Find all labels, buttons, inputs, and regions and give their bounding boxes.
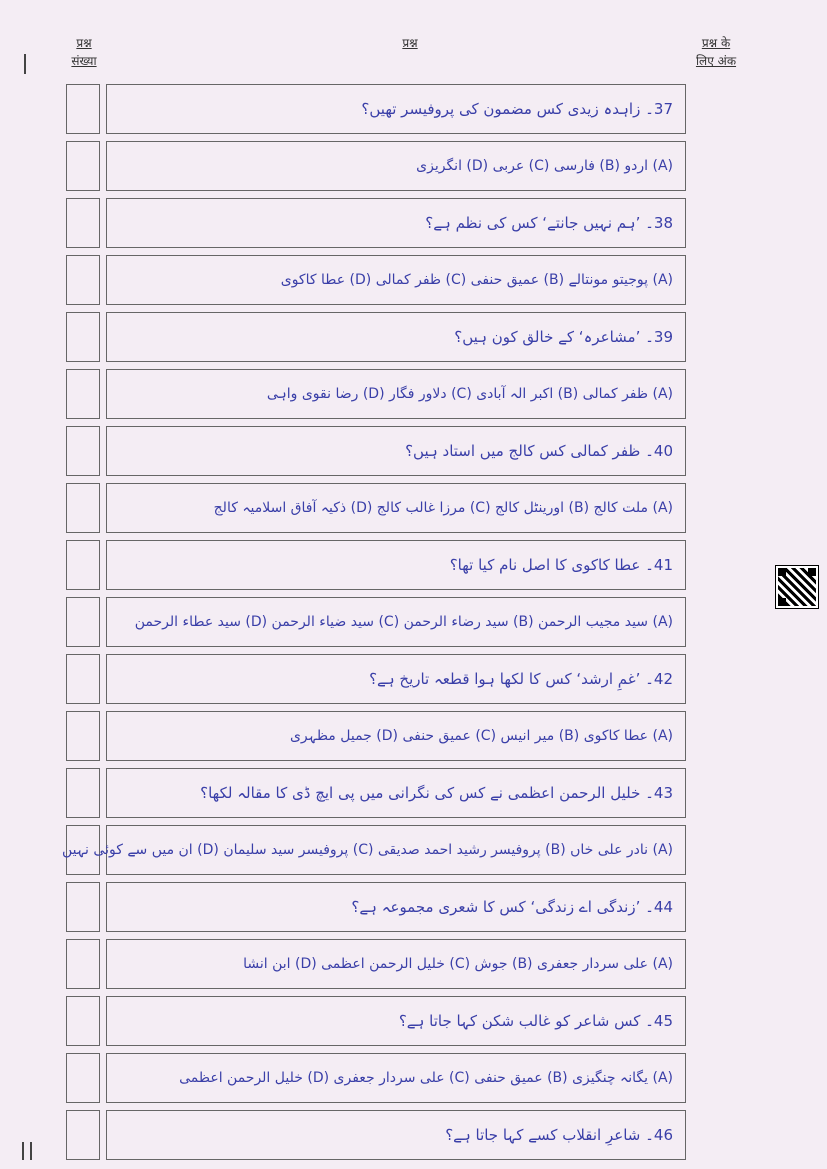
question-row [66,198,688,250]
options-row [66,1053,688,1105]
question-number-cell [66,312,100,362]
header-marks-line2: लिए अंक [695,54,737,68]
question-text: 45۔ کس شاعر کو غالب شکن کہا جاتا ہے؟ [106,996,686,1046]
options-row [66,597,688,649]
question-number-cell [66,654,100,704]
options-text: (A) پوجیتو مونتالے (B) عمیق حنفی (C) ظفر کمالی (D) عطا کاکوی [106,255,686,305]
question-number-cell [66,1053,100,1103]
options-row [61,825,688,877]
question-text: 43۔ خلیل الرحمن اعظمی نے کس کی نگرانی میں پی ایچ ڈی کا مقالہ لکھا؟ [106,768,686,818]
header-marks-line1: प्रश्न के [701,36,731,50]
answer-sheet-table [61,84,688,1167]
options-text: (A) اردو (B) فارسی (C) عربی (D) انگریزی [106,141,686,191]
header-question-number-line2: संख्या [71,54,97,68]
question-text: 42۔ ’غمِ ارشد‘ کس کا لکھا ہوا قطعہ تاریخ ہے؟ [106,654,686,704]
question-number-cell [66,369,100,419]
question-number-cell [66,198,100,248]
question-number-cell [66,84,100,134]
question-row [66,654,688,706]
question-text: 41۔ عطا کاکوی کا اصل نام کیا تھا؟ [106,540,686,590]
options-text: (A) علی سردار جعفری (B) جوش (C) خلیل الرحمن اعظمی (D) ابن انشا [106,939,686,989]
edge-mark-bottom [22,1142,24,1160]
options-text: (A) ملت کالج (B) اورینٹل کالج (C) مرزا غالب کالج (D) ذکیہ آفاق اسلامیہ کالج [106,483,686,533]
options-text: (A) سید مجیب الرحمن (B) سید رضاء الرحمن (C) سید ضیاء الرحمن (D) سید عطاء الرحمن [106,597,686,647]
qr-code-icon [776,566,818,608]
header-question-number-line1: प्रश्न [76,36,92,50]
question-number-cell [66,882,100,932]
question-number-cell [66,1110,100,1160]
question-text: 46۔ شاعرِ انقلاب کسے کہا جاتا ہے؟ [106,1110,686,1160]
edge-mark-bottom-2 [30,1142,32,1160]
question-row [66,426,688,478]
options-text: (A) یگانہ چنگیزی (B) عمیق حنفی (C) علی سردار جعفری (D) خلیل الرحمن اعظمی [106,1053,686,1103]
question-number-cell [66,483,100,533]
question-text: 40۔ ظفر کمالی کس کالج میں استاد ہیں؟ [106,426,686,476]
question-text: 39۔ ’مشاعرہ‘ کے خالق کون ہیں؟ [106,312,686,362]
question-row [66,882,688,934]
question-number-cell [66,540,100,590]
options-row [66,141,688,193]
question-number-cell [66,939,100,989]
options-row [66,483,688,535]
options-text: (A) نادر علی خاں (B) پروفیسر رشید احمد صدیقی (C) پروفیسر سید سلیمان (D) ان میں سے کوئی نہیں [106,825,686,875]
question-row [66,996,688,1048]
header-question-label: प्रश्न [402,36,418,50]
options-row [66,711,688,763]
question-text: 44۔ ’زندگی اے زندگی‘ کس کا شعری مجموعہ ہے؟ [106,882,686,932]
question-number-cell [66,426,100,476]
question-row [66,84,688,136]
header-marks [686,34,746,70]
question-number-cell [66,141,100,191]
question-number-cell [66,255,100,305]
question-row [66,1110,688,1162]
options-row [66,369,688,421]
options-row [66,255,688,307]
question-text: 38۔ ’ہم نہیں جانتے‘ کس کی نظم ہے؟ [106,198,686,248]
question-row [66,312,688,364]
question-number-cell [66,711,100,761]
options-text: (A) ظفر کمالی (B) اکبر الہ آبادی (C) دلاور فگار (D) رضا نقوی واہی [106,369,686,419]
options-row [66,939,688,991]
question-row [66,540,688,592]
question-number-cell [66,597,100,647]
question-number-cell [66,996,100,1046]
header-question [380,34,440,52]
question-row [66,768,688,820]
header-question-number [64,34,104,70]
question-number-cell [66,768,100,818]
options-text: (A) عطا کاکوی (B) میر انیس (C) عمیق حنفی (D) جمیل مظہری [106,711,686,761]
edge-mark-top [24,54,26,74]
question-text: 37۔ زاہدہ زیدی کس مضمون کی پروفیسر تھیں؟ [106,84,686,134]
